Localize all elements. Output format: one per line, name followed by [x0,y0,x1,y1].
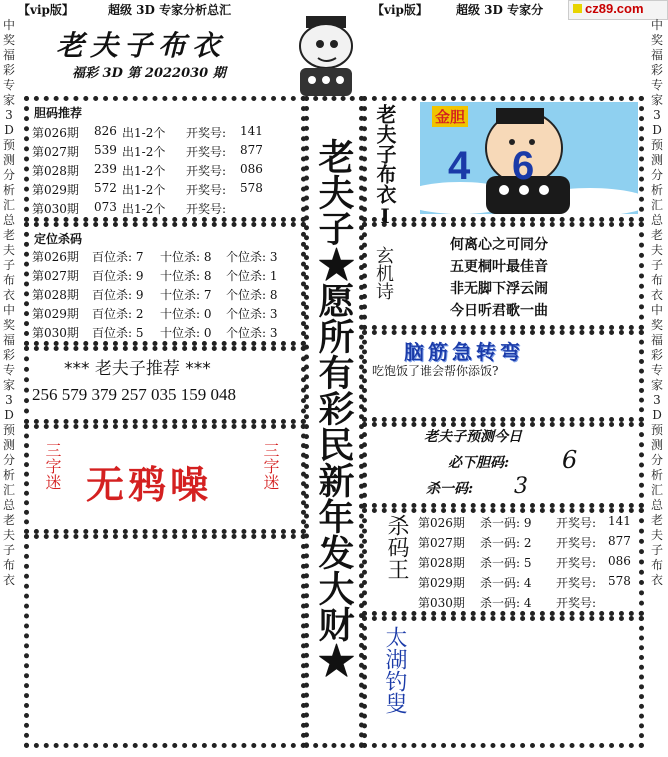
tai-hu-label: 太湖钓叟 [382,626,407,714]
dan-ma-result: 578 [240,181,263,195]
sha-ma-period: 第027期 [418,536,465,550]
side-text-right: 中奖福彩专家3D预测分析汇总老夫子布衣中奖福彩专家3D预测分析汇总老夫子布衣 [650,18,663,587]
ding-wei-period: 第027期 [32,269,79,283]
ding-wei-bai: 百位杀: 5 [92,326,144,340]
dan-ma-result: 086 [240,162,263,176]
ding-wei-ge: 个位杀: 3 [226,307,278,321]
sha-ma-result-label: 开奖号: [556,516,597,530]
ding-wei-shi: 十位杀: 7 [160,288,212,302]
predict-must-value: 6 [562,446,578,474]
ding-wei-shi: 十位杀: 8 [160,269,212,283]
predict-title: 老夫子预测今日 [424,429,522,445]
poem-line: 今日听君歌一曲 [450,303,548,319]
vip-right: 【vip版】 [372,3,428,17]
lower-left-panel [24,534,306,748]
three-char-main: 无鸦噪 [86,462,213,507]
brand-title: 老夫子布衣 [56,29,227,62]
dan-ma-hint: 出1-2个 [122,202,166,216]
ding-wei-shi: 十位杀: 0 [160,307,212,321]
three-char-right-label: 三字迷 [261,442,280,490]
sha-ma-period: 第028期 [418,556,465,570]
sha-ma-result: 141 [608,514,631,528]
ding-wei-bai: 百位杀: 9 [92,288,144,302]
dan-ma-result: 141 [240,124,263,138]
dan-ma-nums: 539 [94,143,117,157]
dan-ma-result-label: 开奖号: [186,183,227,197]
ding-wei-ge: 个位杀: 1 [226,269,278,283]
jin-dan-digit-1: 4 [448,144,471,188]
dan-ma-result-label: 开奖号: [186,145,227,159]
sha-ma-result: 086 [608,554,631,568]
recommend-title: *** 老夫子推荐 *** [64,359,211,379]
predict-kill-label: 杀一码: [426,481,474,497]
dan-ma-period: 第026期 [32,126,79,140]
sha-ma-period: 第030期 [418,596,465,610]
ding-wei-period: 第028期 [32,288,79,302]
sha-ma-result: 578 [608,574,631,588]
ding-wei-title: 定位杀码 [34,232,83,246]
sha-ma-result: 877 [608,534,631,548]
jin-dan-picture [420,102,638,214]
issue-line: 福彩 3D 第 2022030 期 [72,66,226,81]
sha-ma-kill: 杀一码: 5 [480,556,532,570]
riddle-question: 吃饱饭了谁会帮你添饭? [372,364,499,378]
center-slogan: 老夫子★愿所有彩民新年发大财★ [313,138,355,678]
dan-ma-period: 第029期 [32,183,79,197]
ding-wei-shi: 十位杀: 0 [160,326,212,340]
dan-ma-period: 第027期 [32,145,79,159]
dan-ma-nums: 572 [94,181,117,195]
dan-ma-hint: 出1-2个 [122,183,166,197]
sha-ma-kill: 杀一码: 2 [480,536,532,550]
site-badge[interactable] [568,0,668,20]
header-title-left: 超级 3D 专家分析总汇 [108,3,232,17]
jin-dan-digit-2: 6 [512,144,535,188]
dan-ma-hint: 出1-2个 [122,145,166,159]
header-title-right: 超级 3D 专家分 [456,3,544,17]
ding-wei-shi: 十位杀: 8 [160,250,212,264]
riddle-title: 脑筋急转弯 [404,340,524,364]
sha-ma-kill: 杀一码: 4 [480,576,532,590]
predict-must-label: 必下胆码: [448,455,510,471]
sha-ma-result-label: 开奖号: [556,576,597,590]
sha-ma-label: 杀码王 [384,514,409,580]
recommend-numbers: 256 579 379 257 035 159 048 [32,385,236,404]
dan-ma-period: 第030期 [32,202,79,216]
poem-line: 五更桐叶最佳音 [450,259,548,275]
side-text-left: 中奖福彩专家3D预测分析汇总老夫子布衣中奖福彩专家3D预测分析汇总老夫子布衣 [2,18,15,587]
predict-kill-value: 3 [514,474,528,499]
ding-wei-period: 第026期 [32,250,79,264]
poem-line: 何离心之可同分 [450,237,548,253]
dan-ma-result: 877 [240,143,263,157]
site-badge-icon [573,4,582,13]
three-char-left-label: 三字迷 [43,442,62,490]
dan-ma-nums: 073 [94,200,117,214]
ding-wei-bai: 百位杀: 9 [92,269,144,283]
sha-ma-period: 第026期 [418,516,465,530]
dan-ma-title: 胆码推荐 [34,106,83,120]
ding-wei-ge: 个位杀: 3 [226,250,278,264]
sha-ma-result-label: 开奖号: [556,596,597,610]
dan-ma-result-label: 开奖号: [186,126,227,140]
jin-dan-badge: 金胆 [432,106,468,127]
dan-ma-hint: 出1-2个 [122,126,166,140]
dan-ma-period: 第028期 [32,164,79,178]
vip-left: 【vip版】 [18,3,74,17]
sha-ma-period: 第029期 [418,576,465,590]
poem-line: 非无脚下浮云闹 [450,281,548,297]
site-badge-text: cz89.com [585,1,644,16]
old-man-illustration [284,14,366,98]
poem-label: 玄机诗 [373,246,394,300]
dan-ma-result-label: 开奖号: [186,164,227,178]
ding-wei-period: 第029期 [32,307,79,321]
sha-ma-kill: 杀一码: 9 [480,516,532,530]
ding-wei-bai: 百位杀: 7 [92,250,144,264]
dan-ma-result-label: 开奖号: [186,202,227,216]
dan-ma-nums: 826 [94,124,117,138]
ding-wei-ge: 个位杀: 3 [226,326,278,340]
sha-ma-result-label: 开奖号: [556,536,597,550]
sha-ma-kill: 杀一码: 4 [480,596,532,610]
dan-ma-nums: 239 [94,162,117,176]
ding-wei-period: 第030期 [32,326,79,340]
ding-wei-ge: 个位杀: 8 [226,288,278,302]
dan-ma-hint: 出1-2个 [122,164,166,178]
jin-dan-side-label: 老夫子布衣I [373,104,397,228]
ding-wei-bai: 百位杀: 2 [92,307,144,321]
sha-ma-result-label: 开奖号: [556,556,597,570]
